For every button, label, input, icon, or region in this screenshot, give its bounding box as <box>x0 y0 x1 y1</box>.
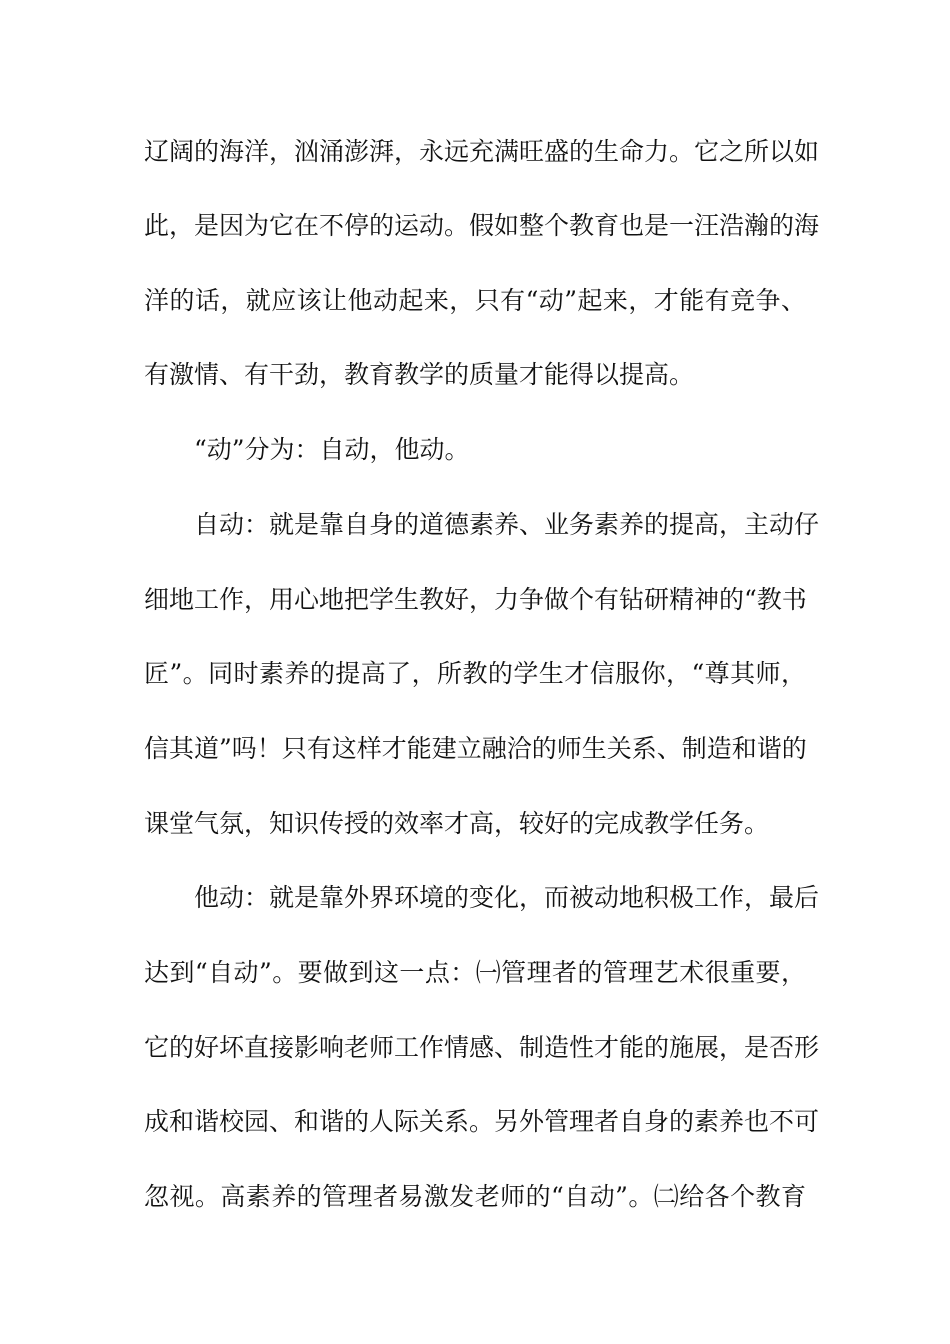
text-line: 它的好坏直接影响老师工作情感、制造性才能的施展，是否形 <box>144 1033 820 1062</box>
text-line: 洋的话，就应该让他动起来，只有“动”起来，才能有竞争、 <box>144 286 806 315</box>
text-line: 他动：就是靠外界环境的变化，而被动地积极工作，最后 <box>194 883 820 912</box>
text-line: 匠”。同时素养的提高了，所教的学生才信服你，“尊其师， <box>144 659 806 688</box>
text-line: 此，是因为它在不停的运动。假如整个教育也是一汪浩瀚的海 <box>144 211 820 240</box>
text-line: 忽视。高素养的管理者易激发老师的“自动”。㈡给各个教育 <box>144 1182 806 1211</box>
text-line: 课堂气氛，知识传授的效率才高，较好的完成教学任务。 <box>144 809 770 838</box>
text-line: “动”分为：自动，他动。 <box>194 435 470 464</box>
text-line: 成和谐校园、和谐的人际关系。另外管理者自身的素养也不可 <box>144 1107 820 1136</box>
text-line: 信其道”吗！只有这样才能建立融洽的师生关系、制造和谐的 <box>144 734 807 763</box>
text-line: 有激情、有干劲，教育教学的质量才能得以提高。 <box>144 360 695 389</box>
text-line: 辽阔的海洋，汹涌澎湃，永远充满旺盛的生命力。它之所以如 <box>144 137 820 166</box>
text-line: 达到“自动”。要做到这一点：㈠管理者的管理艺术很重要， <box>144 958 806 987</box>
text-line: 细地工作，用心地把学生教好，力争做个有钻研精神的“教书 <box>144 585 807 614</box>
text-line: 自动：就是靠自身的道德素养、业务素养的提高，主动仔 <box>194 510 820 539</box>
